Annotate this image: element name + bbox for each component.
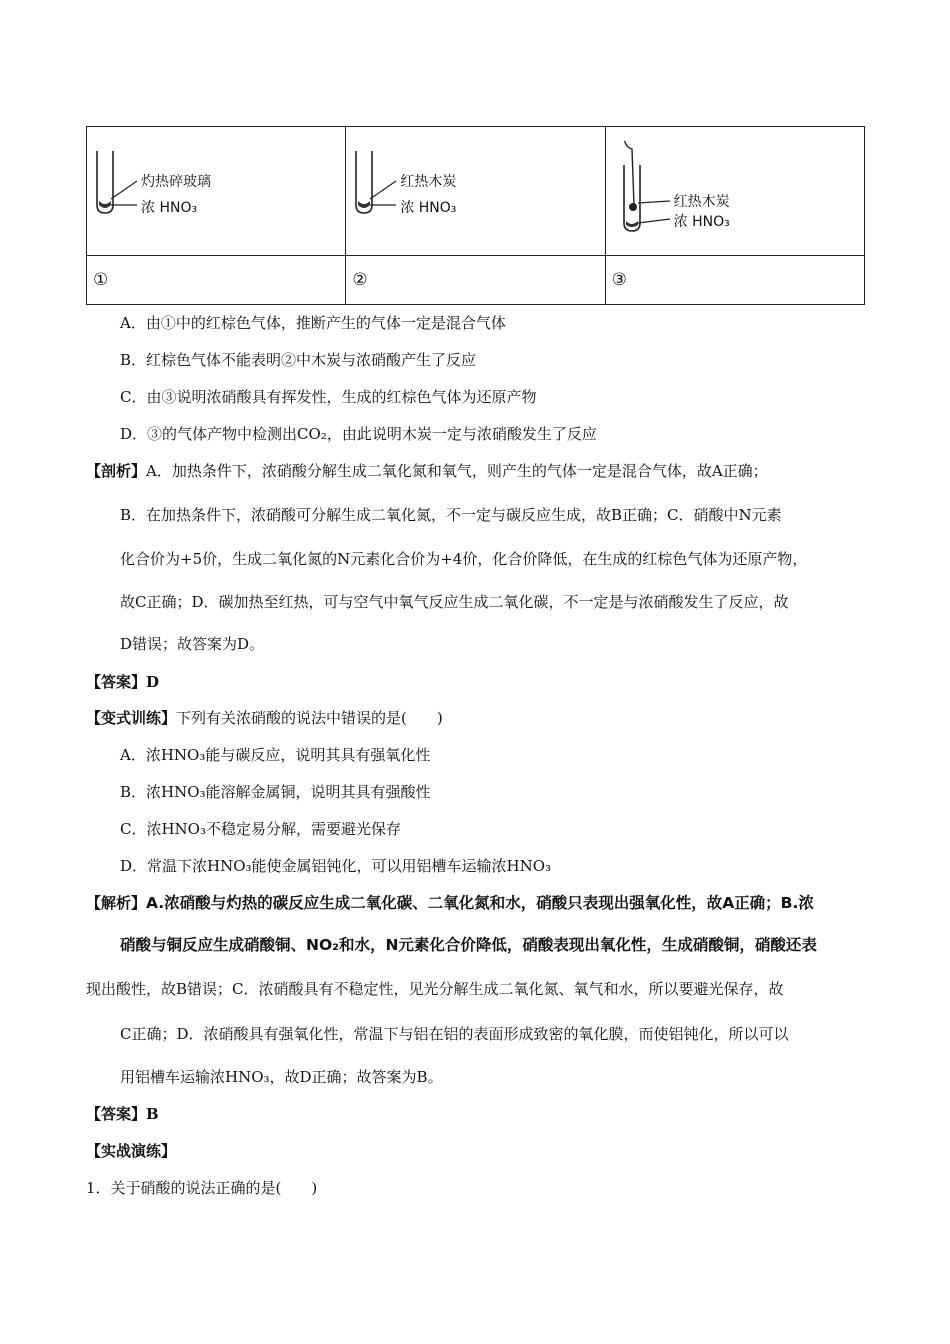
q2-stem: 下列有关浓硝酸的说法中错误的是( ) [176,709,443,727]
q2-analysis-line-5: 用铝槽车运输浓HNO₃，故D正确；故答案为B。 [120,1068,443,1086]
q2-analysis-first-line [86,893,814,913]
q2-option-d: D．常温下浓HNO₃能使金属铝钝化，可以用铝槽车运输浓HNO₃ [120,857,552,875]
figure-cell-1 [87,127,346,256]
q2-analysis-line-4: C正确；D．浓硝酸具有强氧化性，常温下与铝在铝的表面形成致密的氧化膜，而使铝钝化，所以可以 [120,1025,789,1043]
q2-analysis-line-2: 硝酸与铜反应生成硝酸铜、NO₂和水，N元素化合价降低，硝酸表现出氧化性，生成硝酸铜，硝酸还表 [120,936,817,954]
q2-answer-value: B [146,1105,159,1123]
q2-tag: 【变式训练】 [86,709,177,727]
practice-question-1: 1．关于硝酸的说法正确的是( ) [86,1179,318,1197]
q2-stem-line [86,708,443,728]
q1-option-b: B．红棕色气体不能表明②中木炭与浓硝酸产生了反应 [120,351,477,369]
experiment-table [86,126,865,305]
figure-2-top-label: 红热木炭 [400,174,457,190]
figure-number-2: ② [346,256,605,305]
q1-analysis-line-4: 故C正确；D．碳加热至红热，可与空气中氧气反应生成二氧化碳，不一定是与浓硝酸发生了反应，故 [120,593,789,611]
q2-answer [86,1104,159,1124]
q2-analysis-line-1: A.浓硝酸与灼热的碳反应生成二氧化碳、二氧化氮和水，硝酸只表现出强氧化性，故A正确；B.浓 [146,894,814,912]
q2-option-c: C．浓HNO₃不稳定易分解，需要避光保存 [120,820,401,838]
q2-analysis-tag: 【解析】 [86,894,147,912]
q1-answer [86,672,159,692]
q1-answer-tag: 【答案】 [86,673,147,691]
test-tube-suspended-charcoal-figure [612,141,862,251]
figure-3-top-label: 红热木炭 [673,194,730,210]
q1-option-a: A．由①中的红棕色气体，推断产生的气体一定是混合气体 [120,314,506,332]
q1-analysis-first-line [86,461,768,481]
figure-2-bottom-label: 浓 HNO₃ [400,200,457,216]
figure-number-3: ③ [605,256,864,305]
q2-option-b: B．浓HNO₃能溶解金属铜，说明其具有强酸性 [120,783,431,801]
q1-option-c: C．由③说明浓硝酸具有挥发性，生成的红棕色气体为还原产物 [120,388,537,406]
q1-analysis-tag: 【剖析】 [86,462,147,480]
q1-analysis-line-5: D错误；故答案为D。 [120,635,265,653]
figure-cell-2 [346,127,605,256]
test-tube-glass-figure [93,141,343,251]
q1-answer-value: D [146,673,160,691]
q2-analysis-line-3: 现出酸性，故B错误；C．浓硝酸具有不稳定性，见光分解生成二氧化氮、氧气和水，所以要避光保存，故 [86,980,784,998]
q1-analysis-line-3: 化合价为+5价，生成二氧化氮的N元素化合价为+4价，化合价降低，在生成的红棕色气体为还原产物， [120,550,808,568]
q1-option-d: D．③的气体产物中检测出CO₂，由此说明木炭一定与浓硝酸发生了反应 [120,425,597,443]
practice-section-title: 【实战演练】 [86,1142,177,1160]
q2-option-a: A．浓HNO₃能与碳反应，说明其具有强氧化性 [120,746,431,764]
test-tube-charcoal-figure [352,141,602,251]
figure-number-1: ① [87,256,346,305]
q1-analysis-line-1: A．加热条件下，浓硝酸分解生成二氧化氮和氧气，则产生的气体一定是混合气体，故A正确； [146,462,768,480]
figure-1-bottom-label: 浓 HNO₃ [141,200,198,216]
q1-analysis-line-2: B．在加热条件下，浓硝酸可分解生成二氧化氮，不一定与碳反应生成，故B正确；C．硝酸中N元素 [120,506,782,524]
figure-1-top-label: 灼热碎玻璃 [141,174,211,190]
figure-3-bottom-label: 浓 HNO₃ [673,214,730,230]
q2-answer-tag: 【答案】 [86,1105,147,1123]
figure-cell-3 [605,127,864,256]
